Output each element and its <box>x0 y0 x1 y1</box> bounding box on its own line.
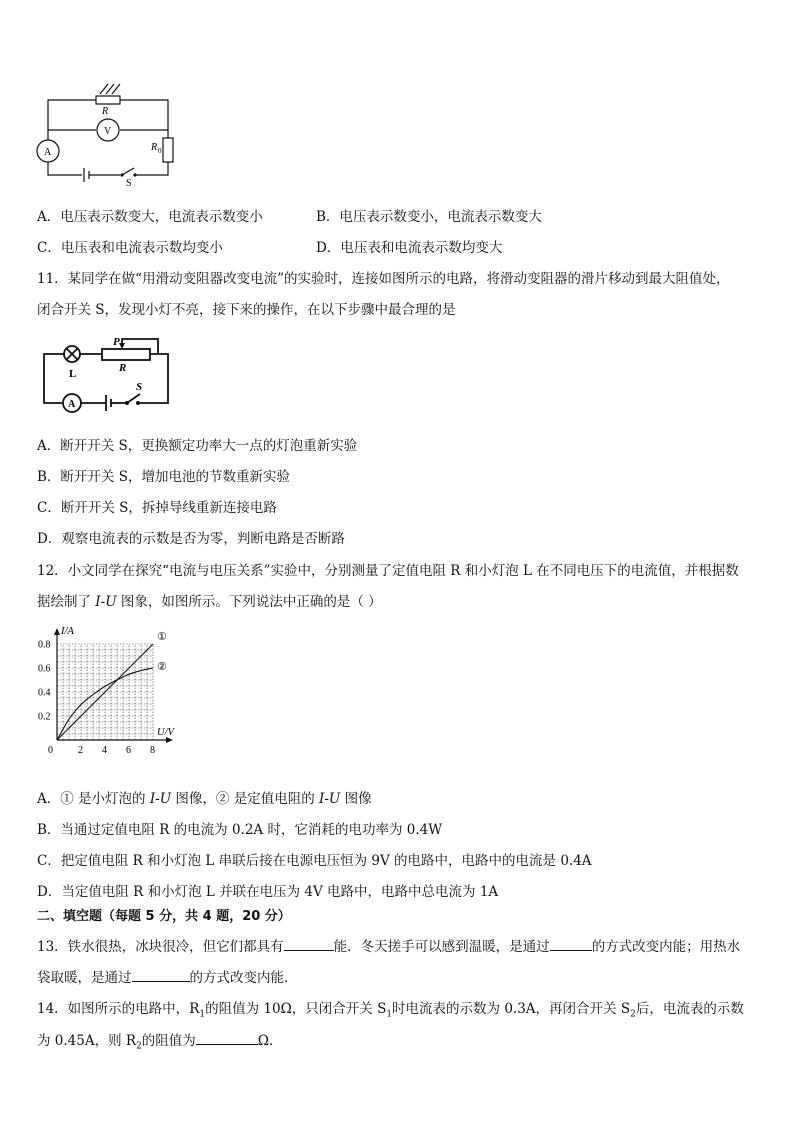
q14-r2: R <box>125 1033 137 1049</box>
q12-stem-line2 <box>37 593 382 611</box>
q11-label-a: A <box>68 399 76 410</box>
q13-blank-3[interactable] <box>132 968 190 982</box>
q12-option-a-iu2: I-U <box>319 791 341 807</box>
x-tick-label: 8 <box>150 745 155 756</box>
section-2-title: 二、填空题（每题 5 分，共 4 题，20 分） <box>37 909 291 924</box>
q13-line1 <box>37 937 740 956</box>
q14-r2-sub: 2 <box>136 1041 142 1052</box>
y-axis-arrow <box>54 628 60 635</box>
q11-label-s: S <box>136 381 143 393</box>
q12-option-a-text2: 图像， <box>171 791 216 807</box>
q14-s1: S <box>377 1001 387 1017</box>
x-tick-label: 4 <box>102 745 107 756</box>
q13-blank-1[interactable] <box>284 937 334 951</box>
y-tick-label: 0.8 <box>38 639 51 651</box>
q12-stem-line1: 12．小文同学在探究“电流与电压关系”实验中，分别测量了定值电阻 R 和小灯泡 L 在不同电压下的电流值，并根据数 <box>37 563 739 579</box>
q12-option-b: B．当通过定值电阻 R 的电流为 0.2A 时，它消耗的电功率为 0.4W <box>37 822 443 838</box>
q11-label-p: P <box>113 336 120 348</box>
x-tick-label: 0 <box>48 745 53 756</box>
q14-text1: 14．如图所示的电路中， <box>37 1001 190 1017</box>
q10-option-c: C．电压表和电流表示数均变小 <box>37 240 223 256</box>
q14-line1 <box>37 1000 744 1024</box>
q12-option-a-text3: 是定值电阻的 <box>229 791 320 807</box>
q12-stem-iu: I-U <box>95 594 117 610</box>
q10-label-a: A <box>44 147 52 158</box>
q11-option-b: B．断开开关 S，增加电池的节数重新实验 <box>37 469 290 485</box>
q13-text2: 能．冬天搓手可以感到温暖，是通过 <box>333 939 550 955</box>
q12-option-a <box>37 790 372 808</box>
q12-option-a-iu1: I-U <box>149 791 172 807</box>
q14-r1: R <box>189 1001 200 1017</box>
q14-line2 <box>37 1031 283 1056</box>
q12-option-c: C．把定值电阻 R 和小灯泡 L 串联后接在电源电压恒为 9V 的电路中，电路中的电流是 0.4A <box>37 853 592 869</box>
q14-text3: 时电流表的示数为 0.3A，再闭合开关 <box>392 1001 621 1017</box>
q11-stem-line2: 闭合开关 S，发现小灯不亮，接下来的操作，在以下步骤中最合理的是 <box>37 302 456 318</box>
q11-stem-line1: 11．某同学在做“用滑动变阻器改变电流”的实验时，连接如图所示的电路，将滑动变阻器的滑片移动到最大阻值处， <box>37 271 730 287</box>
q14-text6: 的阻值为 <box>141 1033 196 1049</box>
q13-blank-2[interactable] <box>550 937 592 951</box>
q12-stem-text: 据绘制了 <box>37 594 96 610</box>
q11-option-a: A．断开开关 S，更换额定功率大一点的灯泡重新实验 <box>37 438 358 454</box>
q13-text3: 的方式改变内能；用热水 <box>591 939 741 955</box>
x-tick-label: 6 <box>126 745 131 756</box>
q14-text4: 后，电流表的示数 <box>635 1001 744 1017</box>
q10-label-r0-sub: 0 <box>158 147 162 155</box>
q11-label-l: L <box>69 368 77 380</box>
q10-option-b: B．电压表示数变小，电流表示数变大 <box>316 209 542 225</box>
q10-circuit-figure <box>36 82 186 188</box>
q13-line2 <box>37 968 298 987</box>
y-tick-label: 0.6 <box>38 663 51 675</box>
q13-text1: 13．铁水很热，冰块很冷，但它们都具有 <box>37 939 284 955</box>
q14-r1-sub: 1 <box>199 1009 206 1020</box>
q12-stem-text-end: 图象，如图所示。下列说法中正确的是（ ） <box>116 594 382 610</box>
y-axis-label: I/A <box>61 626 74 637</box>
q11-option-d: D．观察电流表的示数是否为零，判断电路是否断路 <box>37 531 345 547</box>
q11-option-c: C．断开开关 S，拆掉导线重新连接电路 <box>37 500 277 516</box>
series-label-2: ② <box>157 661 167 673</box>
q10-label-v: V <box>104 126 112 137</box>
q14-s2-sub: 2 <box>630 1009 636 1020</box>
q14-s2: S <box>620 1001 631 1017</box>
q12-option-a-circle1: ① <box>60 791 74 807</box>
series-label-1: ① <box>157 631 167 643</box>
q11-label-r: R <box>119 362 127 374</box>
q10-label-r: R <box>102 106 109 117</box>
q14-text7: Ω． <box>257 1033 283 1049</box>
y-tick-label: 0.2 <box>38 711 51 723</box>
q14-text2: 的阻值为 10Ω，只闭合开关 <box>205 1001 378 1017</box>
q13-text5: 的方式改变内能． <box>189 970 298 986</box>
q10-option-a: A．电压表示数变大，电流表示数变小 <box>37 209 263 225</box>
q13-text4: 袋取暖，是通过 <box>37 970 132 986</box>
q10-label-r0: R <box>151 142 158 153</box>
q14-blank[interactable] <box>196 1031 258 1045</box>
q12-iu-chart <box>30 620 190 760</box>
q14-s1-sub: 1 <box>386 1009 393 1020</box>
q10-option-d: D．电压表和电流表示数均变大 <box>316 240 503 256</box>
q14-text5: 为 0.45A，则 <box>37 1033 126 1049</box>
y-tick-label: 0.4 <box>38 687 51 699</box>
x-axis-label: U/V <box>157 727 174 738</box>
q12-option-d: D．当定值电阻 R 和小灯泡 L 并联在电压为 4V 电路中，电路中总电流为 1A <box>37 884 499 900</box>
q12-option-a-circle2: ② <box>215 791 230 807</box>
q10-label-s: S <box>126 178 132 188</box>
q12-option-a-prefix: A． <box>37 791 61 807</box>
q11-circuit-figure <box>40 332 180 418</box>
q12-option-a-text1: 是小灯泡的 <box>73 791 150 807</box>
q12-option-a-text4: 图像 <box>340 791 372 807</box>
x-tick-label: 2 <box>78 745 83 756</box>
